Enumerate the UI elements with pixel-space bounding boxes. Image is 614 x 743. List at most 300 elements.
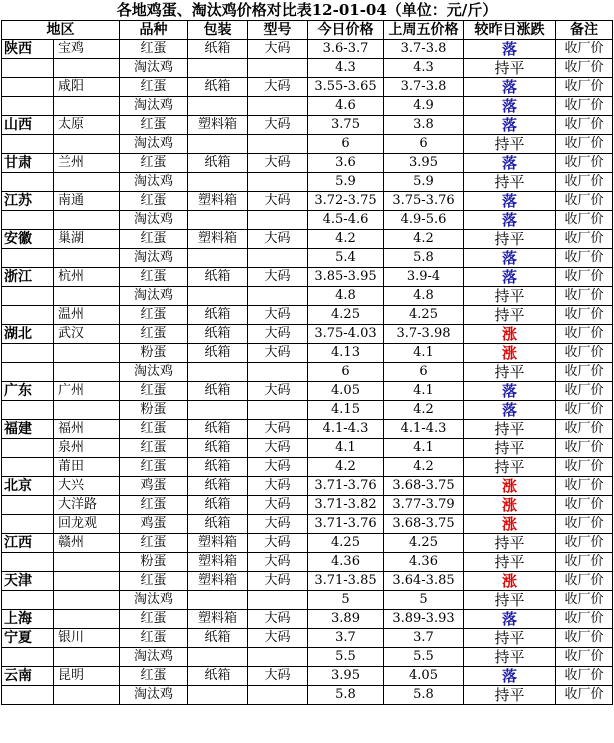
kind-cell: 淘汰鸡 bbox=[120, 686, 188, 705]
size-cell bbox=[248, 648, 308, 667]
today-price-cell: 5.8 bbox=[308, 686, 384, 705]
table-row bbox=[2, 534, 613, 553]
size-cell: 大码 bbox=[248, 515, 308, 534]
city-cell: 南通 bbox=[54, 192, 120, 211]
table-row bbox=[2, 116, 613, 135]
change-cell: 持平 bbox=[464, 230, 556, 249]
table-row bbox=[2, 154, 613, 173]
city-cell bbox=[54, 363, 120, 382]
lastfri-price-cell: 4.2 bbox=[384, 401, 464, 420]
today-price-cell: 4.25 bbox=[308, 534, 384, 553]
province-cell bbox=[2, 249, 54, 268]
today-price-cell: 3.85-3.95 bbox=[308, 268, 384, 287]
change-cell: 持平 bbox=[464, 363, 556, 382]
province-cell bbox=[2, 553, 54, 572]
province-cell bbox=[2, 306, 54, 325]
table-row bbox=[2, 515, 613, 534]
pack-cell: 纸箱 bbox=[188, 382, 248, 401]
today-price-cell: 3.6-3.7 bbox=[308, 40, 384, 59]
city-cell: 莆田 bbox=[54, 458, 120, 477]
today-price-cell: 3.71-3.82 bbox=[308, 496, 384, 515]
size-cell bbox=[248, 401, 308, 420]
table-row bbox=[2, 268, 613, 287]
note-cell: 收厂价 bbox=[556, 325, 613, 344]
lastfri-price-cell: 4.1 bbox=[384, 439, 464, 458]
change-cell: 落 bbox=[464, 610, 556, 629]
pack-cell: 塑料箱 bbox=[188, 192, 248, 211]
note-cell: 收厂价 bbox=[556, 173, 613, 192]
size-cell bbox=[248, 287, 308, 306]
province-cell bbox=[2, 211, 54, 230]
kind-cell: 淘汰鸡 bbox=[120, 135, 188, 154]
change-cell: 持平 bbox=[464, 629, 556, 648]
pack-cell: 塑料箱 bbox=[188, 534, 248, 553]
kind-cell: 淘汰鸡 bbox=[120, 173, 188, 192]
lastfri-price-cell: 3.9-4 bbox=[384, 268, 464, 287]
pack-cell: 塑料箱 bbox=[188, 230, 248, 249]
note-cell: 收厂价 bbox=[556, 686, 613, 705]
today-price-cell: 3.71-3.85 bbox=[308, 572, 384, 591]
city-cell: 银川 bbox=[54, 629, 120, 648]
table-row bbox=[2, 458, 613, 477]
lastfri-price-cell: 3.77-3.79 bbox=[384, 496, 464, 515]
today-price-cell: 4.1 bbox=[308, 439, 384, 458]
today-price-cell: 5 bbox=[308, 591, 384, 610]
city-cell: 太原 bbox=[54, 116, 120, 135]
pack-cell: 纸箱 bbox=[188, 306, 248, 325]
change-cell: 落 bbox=[464, 382, 556, 401]
note-cell: 收厂价 bbox=[556, 97, 613, 116]
city-cell bbox=[54, 553, 120, 572]
pack-cell bbox=[188, 686, 248, 705]
lastfri-price-cell: 4.1 bbox=[384, 344, 464, 363]
lastfri-price-cell: 4.05 bbox=[384, 667, 464, 686]
city-cell bbox=[54, 135, 120, 154]
note-cell: 收厂价 bbox=[556, 458, 613, 477]
kind-cell: 红蛋 bbox=[120, 458, 188, 477]
city-cell bbox=[54, 97, 120, 116]
city-cell: 杭州 bbox=[54, 268, 120, 287]
note-cell: 收厂价 bbox=[556, 496, 613, 515]
lastfri-price-cell: 4.1 bbox=[384, 382, 464, 401]
kind-cell: 淘汰鸡 bbox=[120, 287, 188, 306]
change-cell: 持平 bbox=[464, 173, 556, 192]
today-price-cell: 3.72-3.75 bbox=[308, 192, 384, 211]
today-price-cell: 4.13 bbox=[308, 344, 384, 363]
city-cell: 巢湖 bbox=[54, 230, 120, 249]
size-cell: 大码 bbox=[248, 78, 308, 97]
province-cell: 北京 bbox=[2, 477, 54, 496]
header-today: 今日价格 bbox=[308, 21, 384, 40]
city-cell bbox=[54, 648, 120, 667]
today-price-cell: 5.4 bbox=[308, 249, 384, 268]
today-price-cell: 4.36 bbox=[308, 553, 384, 572]
change-cell: 涨 bbox=[464, 515, 556, 534]
table-row bbox=[2, 325, 613, 344]
change-cell: 持平 bbox=[464, 553, 556, 572]
today-price-cell: 3.95 bbox=[308, 667, 384, 686]
note-cell: 收厂价 bbox=[556, 515, 613, 534]
header-pack: 包装 bbox=[188, 21, 248, 40]
pack-cell: 纸箱 bbox=[188, 154, 248, 173]
city-cell: 大兴 bbox=[54, 477, 120, 496]
kind-cell: 红蛋 bbox=[120, 325, 188, 344]
table-row bbox=[2, 173, 613, 192]
note-cell: 收厂价 bbox=[556, 534, 613, 553]
kind-cell: 淘汰鸡 bbox=[120, 59, 188, 78]
pack-cell bbox=[188, 363, 248, 382]
size-cell: 大码 bbox=[248, 192, 308, 211]
table-row bbox=[2, 439, 613, 458]
lastfri-price-cell: 5.9 bbox=[384, 173, 464, 192]
header-change: 较昨日涨跌 bbox=[464, 21, 556, 40]
pack-cell: 纸箱 bbox=[188, 344, 248, 363]
lastfri-price-cell: 4.2 bbox=[384, 458, 464, 477]
change-cell: 涨 bbox=[464, 344, 556, 363]
kind-cell: 红蛋 bbox=[120, 629, 188, 648]
table-row bbox=[2, 591, 613, 610]
today-price-cell: 4.3 bbox=[308, 59, 384, 78]
province-cell bbox=[2, 686, 54, 705]
lastfri-price-cell: 4.9-5.6 bbox=[384, 211, 464, 230]
size-cell: 大码 bbox=[248, 572, 308, 591]
table-row bbox=[2, 249, 613, 268]
today-price-cell: 4.1-4.3 bbox=[308, 420, 384, 439]
city-cell bbox=[54, 344, 120, 363]
pack-cell: 纸箱 bbox=[188, 325, 248, 344]
city-cell bbox=[54, 287, 120, 306]
size-cell: 大码 bbox=[248, 534, 308, 553]
pack-cell: 塑料箱 bbox=[188, 116, 248, 135]
note-cell: 收厂价 bbox=[556, 344, 613, 363]
note-cell: 收厂价 bbox=[556, 629, 613, 648]
pack-cell bbox=[188, 211, 248, 230]
kind-cell: 红蛋 bbox=[120, 420, 188, 439]
change-cell: 持平 bbox=[464, 287, 556, 306]
lastfri-price-cell: 3.8 bbox=[384, 116, 464, 135]
table-row bbox=[2, 553, 613, 572]
change-cell: 持平 bbox=[464, 458, 556, 477]
pack-cell: 纸箱 bbox=[188, 458, 248, 477]
today-price-cell: 4.05 bbox=[308, 382, 384, 401]
table-row bbox=[2, 97, 613, 116]
today-price-cell: 3.6 bbox=[308, 154, 384, 173]
city-cell bbox=[54, 591, 120, 610]
today-price-cell: 3.75-4.03 bbox=[308, 325, 384, 344]
note-cell: 收厂价 bbox=[556, 553, 613, 572]
kind-cell: 红蛋 bbox=[120, 496, 188, 515]
size-cell: 大码 bbox=[248, 667, 308, 686]
header-kind: 品种 bbox=[120, 21, 188, 40]
pack-cell bbox=[188, 648, 248, 667]
change-cell: 落 bbox=[464, 116, 556, 135]
pack-cell: 塑料箱 bbox=[188, 572, 248, 591]
pack-cell: 纸箱 bbox=[188, 78, 248, 97]
city-cell bbox=[54, 249, 120, 268]
kind-cell: 红蛋 bbox=[120, 534, 188, 553]
kind-cell: 淘汰鸡 bbox=[120, 249, 188, 268]
lastfri-price-cell: 3.89-3.93 bbox=[384, 610, 464, 629]
size-cell bbox=[248, 363, 308, 382]
pack-cell bbox=[188, 59, 248, 78]
change-cell: 落 bbox=[464, 40, 556, 59]
lastfri-price-cell: 3.64-3.85 bbox=[384, 572, 464, 591]
kind-cell: 鸡蛋 bbox=[120, 515, 188, 534]
city-cell bbox=[54, 610, 120, 629]
size-cell: 大码 bbox=[248, 344, 308, 363]
province-cell bbox=[2, 59, 54, 78]
city-cell: 宝鸡 bbox=[54, 40, 120, 59]
table-row bbox=[2, 401, 613, 420]
size-cell: 大码 bbox=[248, 610, 308, 629]
change-cell: 落 bbox=[464, 401, 556, 420]
kind-cell: 淘汰鸡 bbox=[120, 211, 188, 230]
pack-cell: 纸箱 bbox=[188, 477, 248, 496]
size-cell: 大码 bbox=[248, 268, 308, 287]
note-cell: 收厂价 bbox=[556, 306, 613, 325]
note-cell: 收厂价 bbox=[556, 78, 613, 97]
today-price-cell: 3.7 bbox=[308, 629, 384, 648]
kind-cell: 红蛋 bbox=[120, 192, 188, 211]
lastfri-price-cell: 4.2 bbox=[384, 230, 464, 249]
province-cell: 安徽 bbox=[2, 230, 54, 249]
change-cell: 涨 bbox=[464, 572, 556, 591]
kind-cell: 淘汰鸡 bbox=[120, 591, 188, 610]
pack-cell: 纸箱 bbox=[188, 268, 248, 287]
size-cell: 大码 bbox=[248, 553, 308, 572]
note-cell: 收厂价 bbox=[556, 192, 613, 211]
table-row bbox=[2, 59, 613, 78]
province-cell bbox=[2, 439, 54, 458]
note-cell: 收厂价 bbox=[556, 268, 613, 287]
pack-cell bbox=[188, 249, 248, 268]
province-cell bbox=[2, 458, 54, 477]
today-price-cell: 4.8 bbox=[308, 287, 384, 306]
note-cell: 收厂价 bbox=[556, 401, 613, 420]
size-cell: 大码 bbox=[248, 496, 308, 515]
table-row bbox=[2, 382, 613, 401]
change-cell: 涨 bbox=[464, 325, 556, 344]
table-row bbox=[2, 363, 613, 382]
size-cell: 大码 bbox=[248, 40, 308, 59]
table-row bbox=[2, 572, 613, 591]
lastfri-price-cell: 3.68-3.75 bbox=[384, 477, 464, 496]
note-cell: 收厂价 bbox=[556, 648, 613, 667]
lastfri-price-cell: 3.7-3.8 bbox=[384, 40, 464, 59]
province-cell: 甘肃 bbox=[2, 154, 54, 173]
city-cell: 赣州 bbox=[54, 534, 120, 553]
city-cell: 广州 bbox=[54, 382, 120, 401]
pack-cell: 纸箱 bbox=[188, 439, 248, 458]
change-cell: 持平 bbox=[464, 306, 556, 325]
table-row bbox=[2, 211, 613, 230]
lastfri-price-cell: 6 bbox=[384, 135, 464, 154]
change-cell: 落 bbox=[464, 211, 556, 230]
city-cell: 泉州 bbox=[54, 439, 120, 458]
kind-cell: 红蛋 bbox=[120, 154, 188, 173]
change-cell: 涨 bbox=[464, 477, 556, 496]
province-cell bbox=[2, 591, 54, 610]
today-price-cell: 4.6 bbox=[308, 97, 384, 116]
province-cell bbox=[2, 363, 54, 382]
today-price-cell: 6 bbox=[308, 135, 384, 154]
change-cell: 持平 bbox=[464, 59, 556, 78]
size-cell: 大码 bbox=[248, 629, 308, 648]
change-cell: 持平 bbox=[464, 534, 556, 553]
table-row bbox=[2, 629, 613, 648]
city-cell: 兰州 bbox=[54, 154, 120, 173]
kind-cell: 粉蛋 bbox=[120, 553, 188, 572]
kind-cell: 红蛋 bbox=[120, 78, 188, 97]
pack-cell bbox=[188, 401, 248, 420]
city-cell bbox=[54, 572, 120, 591]
province-cell: 陕西 bbox=[2, 40, 54, 59]
change-cell: 落 bbox=[464, 97, 556, 116]
size-cell: 大码 bbox=[248, 154, 308, 173]
table-row bbox=[2, 667, 613, 686]
province-cell: 浙江 bbox=[2, 268, 54, 287]
change-cell: 涨 bbox=[464, 496, 556, 515]
province-cell: 福建 bbox=[2, 420, 54, 439]
table-row bbox=[2, 420, 613, 439]
size-cell bbox=[248, 591, 308, 610]
note-cell: 收厂价 bbox=[556, 249, 613, 268]
province-cell: 江西 bbox=[2, 534, 54, 553]
size-cell bbox=[248, 211, 308, 230]
lastfri-price-cell: 3.7 bbox=[384, 629, 464, 648]
table-row bbox=[2, 192, 613, 211]
change-cell: 持平 bbox=[464, 135, 556, 154]
province-cell bbox=[2, 515, 54, 534]
note-cell: 收厂价 bbox=[556, 230, 613, 249]
table-row bbox=[2, 287, 613, 306]
size-cell bbox=[248, 173, 308, 192]
city-cell: 福州 bbox=[54, 420, 120, 439]
kind-cell: 淘汰鸡 bbox=[120, 648, 188, 667]
today-price-cell: 3.71-3.76 bbox=[308, 477, 384, 496]
table-title: 各地鸡蛋、淘汰鸡价格对比表12-01-04（单位：元/斤） bbox=[116, 1, 498, 19]
lastfri-price-cell: 4.8 bbox=[384, 287, 464, 306]
city-cell: 武汉 bbox=[54, 325, 120, 344]
today-price-cell: 3.89 bbox=[308, 610, 384, 629]
kind-cell: 红蛋 bbox=[120, 306, 188, 325]
size-cell: 大码 bbox=[248, 230, 308, 249]
city-cell: 大洋路 bbox=[54, 496, 120, 515]
table-row bbox=[2, 344, 613, 363]
pack-cell: 纸箱 bbox=[188, 515, 248, 534]
province-cell bbox=[2, 648, 54, 667]
pack-cell: 纸箱 bbox=[188, 629, 248, 648]
pack-cell: 纸箱 bbox=[188, 40, 248, 59]
change-cell: 持平 bbox=[464, 591, 556, 610]
kind-cell: 红蛋 bbox=[120, 116, 188, 135]
today-price-cell: 4.2 bbox=[308, 230, 384, 249]
note-cell: 收厂价 bbox=[556, 154, 613, 173]
kind-cell: 红蛋 bbox=[120, 610, 188, 629]
table-row bbox=[2, 78, 613, 97]
lastfri-price-cell: 4.36 bbox=[384, 553, 464, 572]
city-cell bbox=[54, 686, 120, 705]
note-cell: 收厂价 bbox=[556, 591, 613, 610]
note-cell: 收厂价 bbox=[556, 363, 613, 382]
kind-cell: 淘汰鸡 bbox=[120, 97, 188, 116]
pack-cell: 纸箱 bbox=[188, 667, 248, 686]
table-row bbox=[2, 648, 613, 667]
change-cell: 持平 bbox=[464, 439, 556, 458]
today-price-cell: 3.71-3.76 bbox=[308, 515, 384, 534]
header-size: 型号 bbox=[248, 21, 308, 40]
today-price-cell: 6 bbox=[308, 363, 384, 382]
lastfri-price-cell: 4.25 bbox=[384, 306, 464, 325]
change-cell: 落 bbox=[464, 249, 556, 268]
size-cell: 大码 bbox=[248, 116, 308, 135]
today-price-cell: 4.2 bbox=[308, 458, 384, 477]
table-body bbox=[2, 40, 613, 705]
table-row bbox=[2, 477, 613, 496]
kind-cell: 粉蛋 bbox=[120, 401, 188, 420]
pack-cell: 塑料箱 bbox=[188, 610, 248, 629]
kind-cell: 红蛋 bbox=[120, 667, 188, 686]
change-cell: 持平 bbox=[464, 648, 556, 667]
table-row bbox=[2, 306, 613, 325]
change-cell: 落 bbox=[464, 154, 556, 173]
city-cell bbox=[54, 401, 120, 420]
province-cell bbox=[2, 344, 54, 363]
note-cell: 收厂价 bbox=[556, 59, 613, 78]
province-cell: 天津 bbox=[2, 572, 54, 591]
note-cell: 收厂价 bbox=[556, 40, 613, 59]
size-cell: 大码 bbox=[248, 382, 308, 401]
table-row bbox=[2, 496, 613, 515]
size-cell: 大码 bbox=[248, 439, 308, 458]
note-cell: 收厂价 bbox=[556, 382, 613, 401]
lastfri-price-cell: 5.5 bbox=[384, 648, 464, 667]
today-price-cell: 4.5-4.6 bbox=[308, 211, 384, 230]
note-cell: 收厂价 bbox=[556, 116, 613, 135]
lastfri-price-cell: 4.1-4.3 bbox=[384, 420, 464, 439]
lastfri-price-cell: 6 bbox=[384, 363, 464, 382]
change-cell: 落 bbox=[464, 192, 556, 211]
pack-cell: 纸箱 bbox=[188, 420, 248, 439]
today-price-cell: 4.25 bbox=[308, 306, 384, 325]
size-cell bbox=[248, 249, 308, 268]
change-cell: 持平 bbox=[464, 686, 556, 705]
note-cell: 收厂价 bbox=[556, 135, 613, 154]
lastfri-price-cell: 3.7-3.98 bbox=[384, 325, 464, 344]
note-cell: 收厂价 bbox=[556, 610, 613, 629]
header-region: 地区 bbox=[2, 21, 120, 40]
note-cell: 收厂价 bbox=[556, 439, 613, 458]
change-cell: 持平 bbox=[464, 420, 556, 439]
city-cell: 咸阳 bbox=[54, 78, 120, 97]
today-price-cell: 3.55-3.65 bbox=[308, 78, 384, 97]
table-row bbox=[2, 40, 613, 59]
size-cell: 大码 bbox=[248, 420, 308, 439]
price-table bbox=[1, 20, 613, 705]
pack-cell bbox=[188, 591, 248, 610]
city-cell: 回龙观 bbox=[54, 515, 120, 534]
province-cell: 上海 bbox=[2, 610, 54, 629]
province-cell: 广东 bbox=[2, 382, 54, 401]
province-cell: 云南 bbox=[2, 667, 54, 686]
kind-cell: 鸡蛋 bbox=[120, 477, 188, 496]
header-lastfri: 上周五价格 bbox=[384, 21, 464, 40]
lastfri-price-cell: 4.3 bbox=[384, 59, 464, 78]
lastfri-price-cell: 4.25 bbox=[384, 534, 464, 553]
size-cell: 大码 bbox=[248, 458, 308, 477]
kind-cell: 红蛋 bbox=[120, 230, 188, 249]
today-price-cell: 5.9 bbox=[308, 173, 384, 192]
